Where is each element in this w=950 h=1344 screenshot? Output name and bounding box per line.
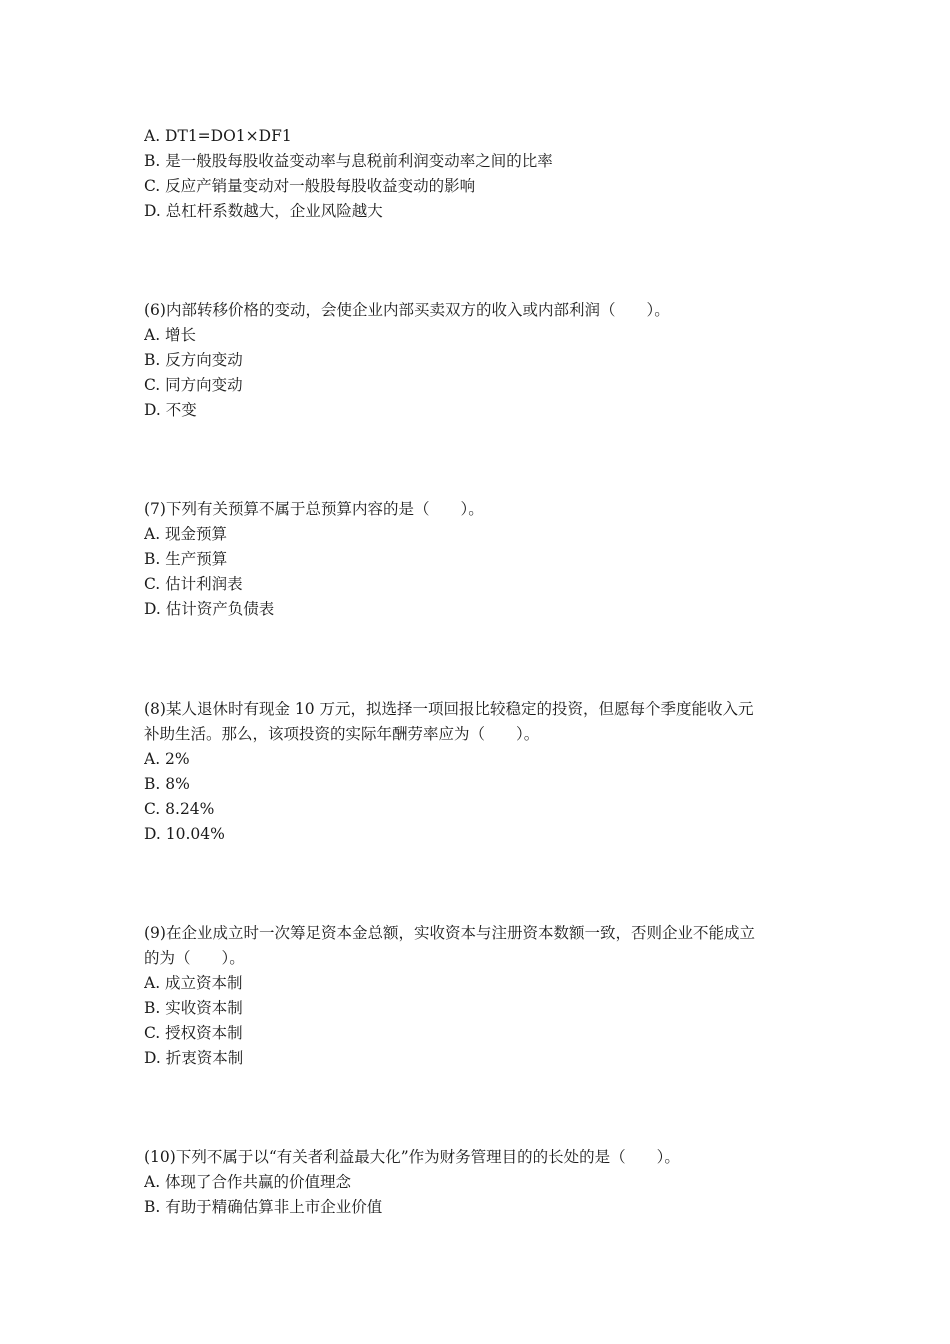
question-text-continued: 的为（ ）。 — [144, 949, 245, 967]
question-9 — [144, 921, 814, 1071]
question-5-options — [144, 124, 814, 224]
question-text: (7)下列有关预算不属于总预算内容的是（ ）。 — [144, 500, 484, 518]
option-c: C. 8.24% — [144, 800, 215, 818]
question-text: (10)下列不属于以“有关者利益最大化”作为财务管理目的的长处的是（ ）。 — [144, 1148, 680, 1166]
option-b: B. 有助于精确估算非上市企业价值 — [144, 1198, 383, 1216]
option-c: C. 同方向变动 — [144, 376, 243, 394]
option-b: B. 8% — [144, 775, 190, 793]
option-a: A. 成立资本制 — [144, 974, 243, 992]
option-b: B. 生产预算 — [144, 550, 228, 568]
option-a: A. 现金预算 — [144, 525, 228, 543]
option-b: B. 是一般股每股收益变动率与息税前利润变动率之间的比率 — [144, 152, 553, 170]
option-b: B. 反方向变动 — [144, 351, 243, 369]
option-d: D. 总杠杆系数越大，企业风险越大 — [144, 202, 383, 220]
question-text: (9)在企业成立时一次筹足资本金总额，实收资本与注册资本数额一致，否则企业不能成立 — [144, 924, 755, 942]
option-d: D. 10.04% — [144, 825, 225, 843]
question-6 — [144, 298, 814, 423]
option-a: A. 2% — [144, 750, 190, 768]
question-10 — [144, 1145, 814, 1220]
option-d: D. 估计资产负债表 — [144, 600, 275, 618]
question-8 — [144, 697, 814, 847]
option-d: D. 不变 — [144, 401, 197, 419]
question-text: (6)内部转移价格的变动，会使企业内部买卖双方的收入或内部利润（ ）。 — [144, 301, 670, 319]
option-c: C. 估计利润表 — [144, 575, 243, 593]
option-a: A. 增长 — [144, 326, 197, 344]
option-d: D. 折衷资本制 — [144, 1049, 244, 1067]
option-c: C. 反应产销量变动对一般股每股收益变动的影响 — [144, 177, 476, 195]
question-text-continued: 补助生活。那么，该项投资的实际年酬劳率应为（ ）。 — [144, 725, 540, 743]
option-a: A. DT1=DO1×DF1 — [144, 127, 292, 145]
option-b: B. 实收资本制 — [144, 999, 243, 1017]
question-7 — [144, 497, 814, 622]
option-c: C. 授权资本制 — [144, 1024, 243, 1042]
option-a: A. 体现了合作共赢的价值理念 — [144, 1173, 352, 1191]
question-text: (8)某人退休时有现金 10 万元，拟选择一项回报比较稳定的投资，但愿每个季度能收入元 — [144, 700, 754, 718]
